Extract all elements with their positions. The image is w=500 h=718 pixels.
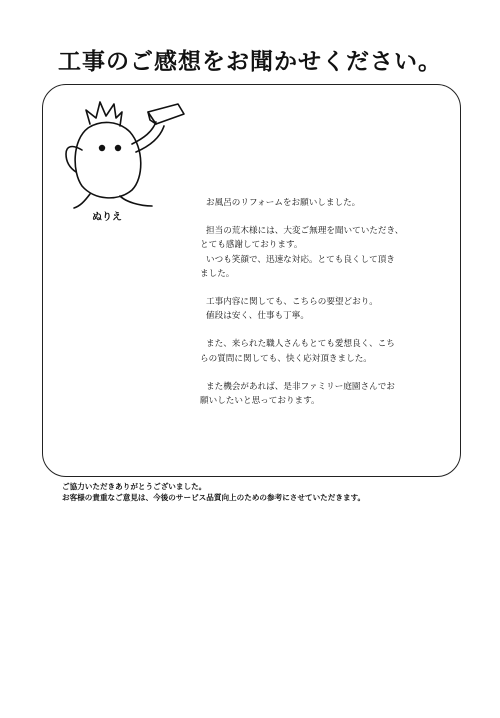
comment-paragraph [200, 295, 440, 323]
page-title: 工事のご感想をお聞かせください。 [58, 49, 442, 76]
comment-line: らの質問に関しても、快く応対頂きました。 [200, 353, 372, 364]
footer-notes [62, 481, 365, 503]
mascot-drawing [60, 98, 200, 213]
customer-comment [200, 196, 440, 422]
comment-line: お風呂のリフォームをお願いしました。 [206, 198, 361, 208]
comment-line: 願いしたいと思っております。 [200, 396, 320, 407]
thanks-text: ご協力いただきありがとうございました。 [62, 482, 207, 491]
comment-paragraph [200, 380, 440, 408]
comment-line: また機会があれば、是非ファミリー庭園さんでお [206, 381, 395, 392]
comment-line: ました。 [200, 268, 235, 279]
comment-paragraph [200, 224, 440, 281]
comment-line: 担当の荒木様には、大変ご無理を聞いていただき、 [206, 226, 404, 237]
comment-line: いつも笑顔で、迅速な対応。とても良くして頂き [206, 254, 395, 265]
feedback-note: お客様の貴重なご意見は、今後のサービス品質向上のための参考にさせていただきます。 [62, 493, 366, 502]
comment-line: また、来られた職人さんもとても愛想良く、こち [206, 339, 395, 350]
comment-line: とても感謝しております。 [200, 240, 303, 251]
mascot-caption: ぬりえ [92, 212, 122, 223]
comment-paragraph [200, 196, 440, 210]
comment-line: 値段は安く、仕事も丁寧。 [206, 311, 309, 322]
comment-line: 工事内容に関しても、こちらの要望どおり。 [206, 297, 378, 308]
comment-paragraph [200, 337, 440, 365]
